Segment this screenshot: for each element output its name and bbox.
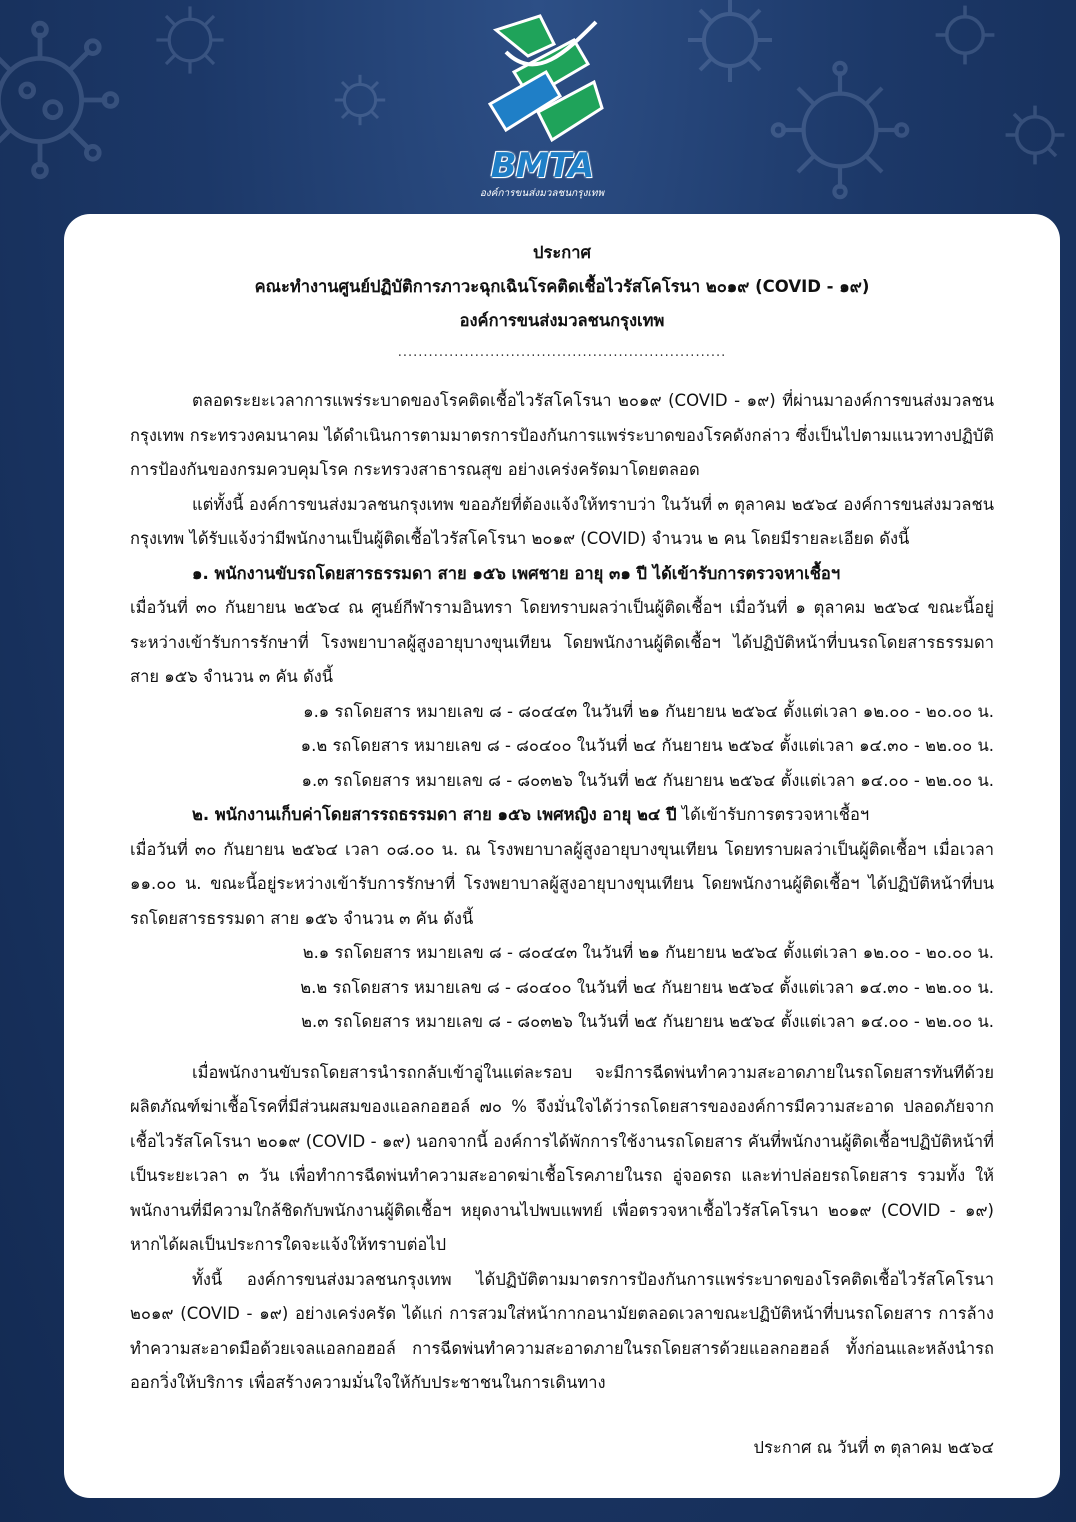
virus-decoration-icon [150,0,230,80]
case-2-text: เมื่อวันที่ ๓๐ กันยายน ๒๕๖๔ เวลา ๐๘.๐๐ น. ณ โรงพยาบาลผู้สูงอายุบางขุนเทียน โดยทราบผลว่าเป็นผู้ติดเชื้อฯ เมื่อเวลา ๑๑.๐๐ น. ขณะนี้อยู่ระหว่างเข้ารับการรักษาที่ โรงพยาบาลผู้สูงอายุบางขุนเทียน โดยพนักงานผู้ติดเชื้อฯ ได้ปฏิบัติหน้าที่บนรถโดยสารธรรมดา สาย ๑๕๖ จำนวน ๓ คัน ดังนี้ [130,839,994,928]
virus-decoration-icon [0,20,120,180]
case-1-heading: ๑. พนักงานขับรถโดยสารธรรมดา สาย ๑๕๖ เพศชาย อายุ ๓๑ ปี ได้เข้ารับการตรวจหาเชื้อฯ [192,563,841,583]
bmta-logo [462,12,622,202]
announcement-title: ประกาศ [533,243,591,262]
case-2-bus-item: ๒.๒ รถโดยสาร หมายเลข ๘ - ๘๐๔๐๐ ในวันที่ ๒๔ กันยายน ๒๕๖๔ ตั้งแต่เวลา ๑๔.๓๐ - ๒๒.๐๐ น. [300,977,994,997]
announcement-signoff: ประกาศ ณ วันที่ ๓ ตุลาคม ๒๕๖๔ [753,1437,994,1457]
announcement-body [130,384,994,1401]
announcement-subtitle: คณะทำงานศูนย์ปฏิบัติการภาวะฉุกเฉินโรคติดเชื้อไวรัสโคโรนา ๒๐๑๙ (COVID - ๑๙) [254,277,870,296]
case-1-text: เมื่อวันที่ ๓๐ กันยายน ๒๕๖๔ ณ ศูนย์กีฬารามอินทรา โดยทราบผลว่าเป็นผู้ติดเชื้อฯ เมื่อวันที่ ๑ ตุลาคม ๒๕๖๔ ขณะนี้อยู่ระหว่างเข้ารับการรักษาที่ โรงพยาบาลผู้สูงอายุบางขุนเทียน โดยพนักงานผู้ติดเชื้อฯ ได้ปฏิบัติหน้าที่บนรถโดยสารธรรมดา สาย ๑๕๖ จำนวน ๓ คัน ดังนี้ [130,598,994,686]
bmta-emblem-icon [476,12,608,150]
case-2-heading-line [130,798,994,833]
case-2-heading-tail: ได้เข้ารับการตรวจหาเชื้อฯ [681,805,870,824]
virus-decoration-icon [1000,100,1070,170]
paragraph-1: ตลอดระยะเวลาการแพร่ระบาดของโรคติดเชื้อไวรัสโคโรนา ๒๐๑๙ (COVID - ๑๙) ที่ผ่านมาองค์การขนส่งมวลชนกรุงเทพ กระทรวงคมนาคม ได้ดำเนินการตามมาตรการป้องกันการแพร่ระบาดของโรคดังกล่าว ซึ่งเป็นไปตามแนวทางปฏิบัติการป้องกันของกรมควบคุมโรค กระทรวงสาธารณสุข อย่างเคร่งครัดมาโดยตลอด [130,391,994,479]
virus-decoration-icon [330,70,390,130]
logo-text: BMTA [490,146,594,186]
spacer [130,1040,994,1056]
case-1-bus-item: ๑.๑ รถโดยสาร หมายเลข ๘ - ๘๐๔๔๓ ในวันที่ ๒๑ กันยายน ๒๕๖๔ ตั้งแต่เวลา ๑๒.๐๐ - ๒๐.๐๐ น. [303,701,994,721]
virus-decoration-icon [930,0,1000,70]
virus-decoration-icon [770,60,910,200]
title-separator: ................................................................ [397,345,727,360]
announcement-card [64,214,1060,1498]
paragraph-3: เมื่อพนักงานขับรถโดยสารนำรถกลับเข้าอู่ในแต่ละรอบ จะมีการฉีดพ่นทำความสะอาดภายในรถโดยสารทันทีด้วยผลิตภัณฑ์ฆ่าเชื้อโรคที่มีส่วนผสมของแอลกอฮอล์ ๗๐ % จึงมั่นใจได้ว่ารถโดยสารขององค์การมีความสะอาด ปลอดภัยจากเชื้อไวรัสโคโรนา ๒๐๑๙ (COVID - ๑๙) นอกจากนี้ องค์การได้พักการใช้งานรถโดยสาร คันที่พนักงานผู้ติดเชื้อฯปฏิบัติหน้าที่ เป็นระยะเวลา ๓ วัน เพื่อทำการฉีดพ่นทำความสะอาดฆ่าเชื้อโรคภายในรถ อู่จอดรถ และท่าปล่อยรถโดยสาร รวมทั้ง ให้พนักงานที่มีความใกล้ชิดกับพนักงานผู้ติดเชื้อฯ หยุดงานไปพบแพทย์ เพื่อตรวจหาเชื้อไวรัสโคโรนา ๒๐๑๙ (COVID - ๑๙) หากได้ผลเป็นประการใดจะแจ้งให้ทราบต่อไป [130,1062,994,1254]
virus-decoration-icon [680,0,780,90]
paragraph-4: ทั้งนี้ องค์การขนส่งมวลชนกรุงเทพ ได้ปฏิบัติตามมาตรการป้องกันการแพร่ระบาดของโรคติดเชื้อไวรัสโคโรนา ๒๐๑๙ (COVID - ๑๙) อย่างเคร่งครัด ได้แก่ การสวมใส่หน้ากากอนามัยตลอดเวลาขณะปฏิบัติหน้าที่บนรถโดยสาร การล้างทำความสะอาดมือด้วยเจลแอลกอฮอล์ การฉีดพ่นทำความสะอาดภายในรถโดยสารด้วยแอลกอฮอล์ ทั้งก่อนและหลังนำรถออกวิ่งให้บริการ เพื่อสร้างความมั่นใจให้กับประชาชนในการเดินทาง [130,1269,994,1392]
case-1-bus-item: ๑.๓ รถโดยสาร หมายเลข ๘ - ๘๐๓๒๖ ในวันที่ ๒๕ กันยายน ๒๕๖๔ ตั้งแต่เวลา ๑๔.๐๐ - ๒๒.๐๐ น. [301,770,994,790]
logo-subtitle: องค์การขนส่งมวลชนกรุงเทพ [479,188,605,199]
case-2-bus-item: ๒.๓ รถโดยสาร หมายเลข ๘ - ๘๐๓๒๖ ในวันที่ ๒๕ กันยายน ๒๕๖๔ ตั้งแต่เวลา ๑๔.๐๐ - ๒๒.๐๐ น. [301,1012,994,1031]
paragraph-2: แต่ทั้งนี้ องค์การขนส่งมวลชนกรุงเทพ ขออภัยที่ต้องแจ้งให้ทราบว่า ในวันที่ ๓ ตุลาคม ๒๕๖๔ องค์การขนส่งมวลชนกรุงเทพ ได้รับแจ้งว่ามีพนักงานเป็นผู้ติดเชื้อไวรัสโคโรนา ๒๐๑๙ (COVID) จำนวน ๒ คน โดยมีรายละเอียด ดังนี้ [130,494,994,548]
case-1-bus-item: ๑.๒ รถโดยสาร หมายเลข ๘ - ๘๐๔๐๐ ในวันที่ ๒๔ กันยายน ๒๕๖๔ ตั้งแต่เวลา ๑๔.๓๐ - ๒๒.๐๐ น. [300,736,994,755]
announcement-organization: องค์การขนส่งมวลชนกรุงเทพ [459,311,665,330]
case-2-heading: ๒. พนักงานเก็บค่าโดยสารรถธรรมดา สาย ๑๕๖ เพศหญิง อายุ ๒๔ ปี [192,805,677,824]
case-2-bus-item: ๒.๑ รถโดยสาร หมายเลข ๘ - ๘๐๔๔๓ ในวันที่ ๒๑ กันยายน ๒๕๖๔ ตั้งแต่เวลา ๑๒.๐๐ - ๒๐.๐๐ น. [302,943,994,962]
